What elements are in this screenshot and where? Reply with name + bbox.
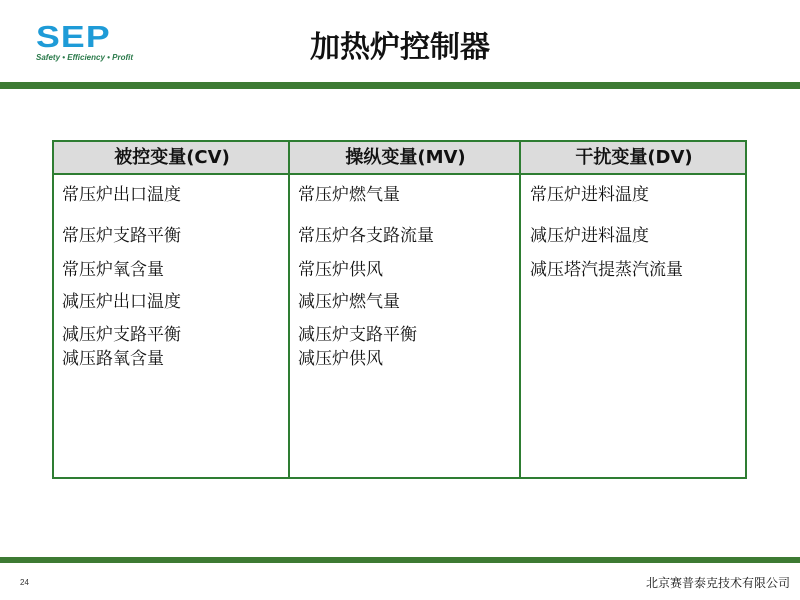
mv-item: 常压炉各支路流量 bbox=[298, 226, 434, 246]
header-cv: 被控变量(CV) bbox=[114, 147, 230, 168]
bottom-divider bbox=[0, 557, 800, 563]
mv-item: 减压炉燃气量 bbox=[298, 292, 400, 312]
variables-table bbox=[52, 140, 747, 479]
company-name: 北京赛普泰克技术有限公司 bbox=[645, 576, 790, 590]
cv-item: 常压炉出口温度 bbox=[62, 185, 181, 205]
mv-item: 常压炉供风 bbox=[298, 260, 383, 280]
column-divider bbox=[288, 142, 290, 477]
cv-item: 常压炉氧含量 bbox=[62, 260, 164, 280]
page-number: 24 bbox=[20, 578, 29, 587]
logo-tagline: Safety • Efficiency • Profit bbox=[36, 53, 134, 62]
mv-item: 常压炉燃气量 bbox=[298, 185, 400, 205]
cv-item: 减压炉支路平衡 bbox=[62, 325, 181, 345]
table-header-row bbox=[54, 142, 745, 175]
column-divider bbox=[519, 142, 521, 477]
page-title: 加热炉控制器 bbox=[310, 30, 490, 65]
top-divider bbox=[0, 82, 800, 89]
dv-item: 常压炉进料温度 bbox=[530, 185, 649, 205]
logo-wordmark: SEP bbox=[36, 19, 111, 54]
cv-item: 减压炉出口温度 bbox=[62, 292, 181, 312]
header-dv: 干扰变量(DV) bbox=[575, 147, 693, 168]
cv-item: 减压路氧含量 bbox=[62, 349, 164, 369]
dv-item: 减压塔汽提蒸汽流量 bbox=[530, 260, 683, 280]
mv-item: 减压炉支路平衡 bbox=[298, 325, 417, 345]
dv-item: 减压炉进料温度 bbox=[530, 226, 649, 246]
mv-item: 减压炉供风 bbox=[298, 349, 383, 369]
cv-item: 常压炉支路平衡 bbox=[62, 226, 181, 246]
header-mv: 操纵变量(MV) bbox=[345, 147, 466, 168]
